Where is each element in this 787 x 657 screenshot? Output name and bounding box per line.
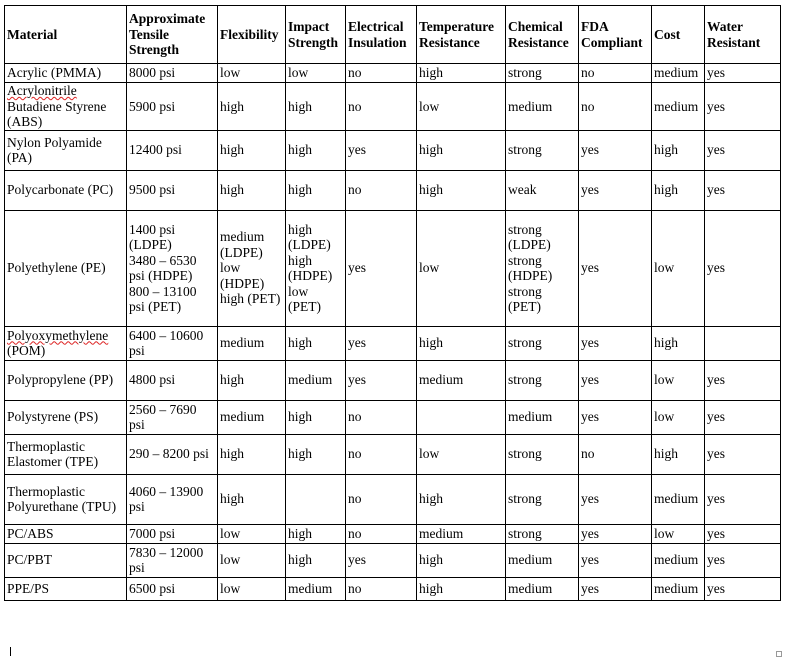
temperature-cell[interactable] [417,130,506,170]
impact-cell[interactable] [286,577,346,600]
table-row [5,474,781,524]
tensile-cell[interactable] [127,577,218,600]
water-cell[interactable] [705,524,781,543]
cost-cell[interactable] [652,326,705,360]
flexibility-cell[interactable] [218,130,286,170]
chemical-cell[interactable] [506,170,579,210]
flexibility-cell[interactable] [218,474,286,524]
tensile-cell-text: 290 – 8200 psi [129,446,209,462]
temperature-cell[interactable] [417,400,506,434]
flexibility-cell-text: high [220,142,245,158]
chemical-cell[interactable] [506,64,579,83]
header-cell-impact[interactable]: Impact Strength [286,6,346,64]
chemical-cell-text: medium [508,580,553,596]
electrical-cell[interactable] [346,210,417,326]
flexibility-cell-text: medium (LDPE) [220,229,265,260]
cost-cell[interactable] [652,170,705,210]
electrical-cell[interactable] [346,360,417,400]
fda-cell[interactable] [579,434,652,474]
temperature-cell-text: high [419,491,444,507]
impact-cell-text: high [288,446,313,462]
impact-cell-text: high [288,182,313,198]
impact-cell[interactable] [286,434,346,474]
water-cell-text: yes [707,491,725,507]
fda-cell-text: yes [581,142,599,158]
material-cell-text: PC/ABS [7,525,54,541]
fda-cell-text: yes [581,525,599,541]
impact-cell[interactable] [286,170,346,210]
electrical-cell-text: no [348,98,362,114]
header-cell-temperature[interactable]: Temperature Resistance [417,6,506,64]
water-cell[interactable] [705,170,781,210]
material-cell-text: Nylon Polyamide (PA) [7,134,102,165]
chemical-cell-text: medium [508,98,553,114]
cost-cell[interactable] [652,524,705,543]
flexibility-cell[interactable] [218,64,286,83]
table-row [5,434,781,474]
material-cell-text: Polypropylene (PP) [7,372,114,388]
header-row [5,6,781,64]
table-row [5,64,781,83]
tensile-cell[interactable] [127,326,218,360]
cost-cell[interactable] [652,360,705,400]
chemical-cell-text: medium [508,409,553,425]
chemical-cell[interactable] [506,360,579,400]
tensile-cell-text: 12400 psi [129,142,182,158]
temperature-cell-text: low [419,446,440,462]
cost-cell-text: medium [654,580,699,596]
fda-cell-text: yes [581,491,599,507]
water-cell-text: yes [707,552,725,568]
temperature-cell-text: low [419,260,440,276]
fda-cell[interactable] [579,524,652,543]
flexibility-cell[interactable] [218,210,286,326]
temperature-cell[interactable] [417,434,506,474]
material-cell[interactable] [5,577,127,600]
chemical-cell[interactable] [506,83,579,131]
material-cell[interactable] [5,434,127,474]
temperature-cell-text: medium [419,372,464,388]
cost-cell-text: medium [654,491,699,507]
impact-cell[interactable] [286,360,346,400]
cost-cell-text: low [654,260,675,276]
chemical-cell-text: strong (LDPE) [508,221,551,252]
material-cell-text: Polystyrene (PS) [7,409,99,425]
tensile-cell-text: 6500 psi [129,580,176,596]
table-row [5,524,781,543]
electrical-cell[interactable] [346,577,417,600]
cost-cell[interactable] [652,83,705,131]
flexibility-cell[interactable] [218,83,286,131]
fda-cell[interactable] [579,543,652,577]
table-row [5,400,781,434]
water-cell[interactable] [705,130,781,170]
materials-comparison-table [4,5,781,601]
temperature-cell[interactable] [417,210,506,326]
cost-cell-text: medium [654,98,699,114]
electrical-cell[interactable] [346,170,417,210]
tensile-cell[interactable] [127,210,218,326]
tensile-cell-text: 8000 psi [129,65,176,81]
impact-cell[interactable] [286,130,346,170]
temperature-cell[interactable] [417,474,506,524]
flexibility-cell-text: high [220,446,245,462]
material-cell-text: Acrylic (PMMA) [7,65,102,81]
flexibility-cell[interactable] [218,577,286,600]
flexibility-cell-text: low [220,525,241,541]
material-cell-text: Acrylonitrile Butadiene Styrene (ABS) [7,83,107,129]
electrical-cell-text: no [348,409,362,425]
temperature-cell[interactable] [417,170,506,210]
electrical-cell[interactable] [346,400,417,434]
chemical-cell[interactable] [506,524,579,543]
material-cell[interactable] [5,170,127,210]
temperature-cell-text: high [419,142,444,158]
cost-cell[interactable] [652,543,705,577]
fda-cell-text: yes [581,260,599,276]
temperature-cell-text: high [419,182,444,198]
flexibility-cell-text: low [220,552,241,568]
water-cell-text: yes [707,65,725,81]
tensile-cell-text: 3480 – 6530 psi (HDPE) [129,252,197,283]
tensile-cell-text: 5900 psi [129,98,176,114]
tensile-cell-text: 1400 psi (LDPE) [129,221,176,252]
chemical-cell-text: strong [508,65,542,81]
temperature-cell-text: high [419,335,444,351]
impact-cell[interactable] [286,474,346,524]
electrical-cell[interactable] [346,524,417,543]
chemical-cell[interactable] [506,543,579,577]
water-cell-text: yes [707,409,725,425]
header-cell-material[interactable]: Material [5,6,127,64]
material-cell[interactable] [5,360,127,400]
tensile-cell[interactable] [127,130,218,170]
flexibility-cell-text: low [220,580,241,596]
chemical-cell-text: medium [508,552,553,568]
impact-cell[interactable] [286,543,346,577]
water-cell-text: yes [707,142,725,158]
fda-cell-text: yes [581,335,599,351]
chemical-cell[interactable] [506,400,579,434]
tensile-cell-text: 7000 psi [129,525,176,541]
material-cell-text: Thermoplastic Elastomer (TPE) [7,438,99,469]
fda-cell-text: no [581,65,595,81]
impact-cell-text: high [288,409,313,425]
flexibility-cell-text: high [220,372,245,388]
table-header [5,6,781,64]
water-cell-text: yes [707,525,725,541]
chemical-cell[interactable] [506,130,579,170]
water-cell-text: yes [707,446,725,462]
material-cell-text: Polyethylene (PE) [7,260,106,276]
material-cell-text: Polyoxymethylene (POM) [7,327,109,358]
flexibility-cell[interactable] [218,360,286,400]
electrical-cell[interactable] [346,130,417,170]
fda-cell-text: no [581,98,595,114]
fda-cell-text: yes [581,372,599,388]
flexibility-cell-text: high (PET) [220,291,281,307]
flexibility-cell-text: medium [220,409,265,425]
cost-cell-text: high [654,142,679,158]
impact-cell-text: high [288,552,313,568]
material-cell[interactable] [5,524,127,543]
water-cell[interactable] [705,360,781,400]
flexibility-cell-text: medium [220,335,265,351]
header-cell-tensile[interactable]: Approximate Tensile Strength [127,6,218,64]
electrical-cell-text: no [348,580,362,596]
electrical-cell-text: no [348,182,362,198]
table-body [5,64,781,601]
material-cell[interactable] [5,326,127,360]
electrical-cell-text: yes [348,552,366,568]
material-cell[interactable] [5,64,127,83]
cost-cell[interactable] [652,434,705,474]
electrical-cell-text: yes [348,335,366,351]
chemical-cell-text: strong [508,525,542,541]
impact-cell-text: low (PET) [288,283,321,314]
cost-cell[interactable] [652,210,705,326]
water-cell[interactable] [705,64,781,83]
water-cell[interactable] [705,434,781,474]
impact-cell[interactable] [286,400,346,434]
cost-cell-text: low [654,525,675,541]
chemical-cell-text: weak [508,182,537,198]
water-cell[interactable] [705,83,781,131]
tensile-cell-text: 9500 psi [129,182,176,198]
cost-cell[interactable] [652,130,705,170]
impact-cell[interactable] [286,64,346,83]
fda-cell[interactable] [579,170,652,210]
header-cell-chemical[interactable]: Chemical Resistance [506,6,579,64]
table-resize-handle[interactable] [776,651,782,657]
electrical-cell-text: no [348,525,362,541]
spellcheck-underline: Acrylonitrile [7,83,77,98]
cost-cell[interactable] [652,577,705,600]
material-cell[interactable] [5,543,127,577]
electrical-cell-text: yes [348,372,366,388]
chemical-cell-text: strong [508,372,542,388]
fda-cell[interactable] [579,64,652,83]
flexibility-cell-text: low (HDPE) [220,260,265,291]
fda-cell[interactable] [579,210,652,326]
electrical-cell-text: yes [348,142,366,158]
impact-cell-text: high [288,98,313,114]
material-cell-text: Thermoplastic Polyurethane (TPU) [7,483,117,514]
water-cell[interactable] [705,577,781,600]
impact-cell[interactable] [286,83,346,131]
material-cell-text: Polycarbonate (PC) [7,182,114,198]
flexibility-cell[interactable] [218,400,286,434]
table-row [5,170,781,210]
table-row [5,577,781,600]
tensile-cell[interactable] [127,474,218,524]
impact-cell-text: high (LDPE) [288,221,331,252]
header-cell-flexibility[interactable]: Flexibility [218,6,286,64]
impact-cell[interactable] [286,326,346,360]
water-cell[interactable] [705,326,781,360]
electrical-cell-text: no [348,491,362,507]
flexibility-cell-text: high [220,182,245,198]
temperature-cell-text: low [419,98,440,114]
fda-cell[interactable] [579,83,652,131]
temperature-cell[interactable] [417,360,506,400]
flexibility-cell[interactable] [218,543,286,577]
tensile-cell-text: 6400 – 10600 psi [129,327,204,358]
tensile-cell[interactable] [127,83,218,131]
cost-cell-text: medium [654,552,699,568]
temperature-cell[interactable] [417,543,506,577]
fda-cell-text: no [581,446,595,462]
fda-cell-text: yes [581,409,599,425]
electrical-cell-text: no [348,65,362,81]
chemical-cell[interactable] [506,326,579,360]
header-cell-electrical[interactable]: Electrical Insulation [346,6,417,64]
chemical-cell[interactable] [506,577,579,600]
cost-cell[interactable] [652,474,705,524]
page-boundary-marker [10,647,11,656]
fda-cell[interactable] [579,130,652,170]
table-row [5,210,781,326]
tensile-cell-text: 7830 – 12000 psi [129,544,204,575]
temperature-cell-text: medium [419,525,464,541]
electrical-cell[interactable] [346,543,417,577]
tensile-cell[interactable] [127,400,218,434]
water-cell-text: yes [707,182,725,198]
chemical-cell-text: strong (PET) [508,283,542,314]
chemical-cell-text: strong [508,335,542,351]
tensile-cell[interactable] [127,543,218,577]
water-cell-text: yes [707,98,725,114]
flexibility-cell[interactable] [218,434,286,474]
water-cell-text: yes [707,580,725,596]
material-cell-text: PPE/PS [7,580,50,596]
table-row [5,83,781,131]
tensile-cell-text: 2560 – 7690 psi [129,401,197,432]
flexibility-cell[interactable] [218,524,286,543]
temperature-cell[interactable] [417,83,506,131]
water-cell[interactable] [705,543,781,577]
material-cell-text: PC/PBT [7,552,53,568]
chemical-cell[interactable] [506,434,579,474]
impact-cell-text: high [288,335,313,351]
impact-cell-text: medium [288,580,333,596]
flexibility-cell-text: high [220,98,245,114]
table-row [5,543,781,577]
table-row [5,326,781,360]
tensile-cell-text: 800 – 13100 psi (PET) [129,283,197,314]
temperature-cell[interactable] [417,326,506,360]
impact-cell-text: high [288,142,313,158]
chemical-cell-text: strong (HDPE) [508,252,553,283]
cost-cell[interactable] [652,64,705,83]
chemical-cell[interactable] [506,210,579,326]
flexibility-cell[interactable] [218,170,286,210]
electrical-cell[interactable] [346,326,417,360]
fda-cell[interactable] [579,326,652,360]
cost-cell-text: low [654,409,675,425]
fda-cell-text: yes [581,580,599,596]
material-cell[interactable] [5,210,127,326]
material-cell[interactable] [5,474,127,524]
chemical-cell[interactable] [506,474,579,524]
material-cell[interactable] [5,83,127,131]
impact-cell-text: medium [288,372,333,388]
chemical-cell-text: strong [508,491,542,507]
tensile-cell-text: 4800 psi [129,372,176,388]
tensile-cell[interactable] [127,524,218,543]
impact-cell-text: high (HDPE) [288,252,333,283]
fda-cell[interactable] [579,474,652,524]
fda-cell[interactable] [579,400,652,434]
document-page [4,5,780,601]
cost-cell-text: high [654,446,679,462]
tensile-cell[interactable] [127,170,218,210]
temperature-cell-text: high [419,580,444,596]
fda-cell-text: yes [581,182,599,198]
electrical-cell[interactable] [346,434,417,474]
water-cell-text: yes [707,260,725,276]
chemical-cell-text: strong [508,446,542,462]
electrical-cell[interactable] [346,64,417,83]
header-cell-fda[interactable]: FDA Compliant [579,6,652,64]
water-cell-text: yes [707,372,725,388]
temperature-cell-text: high [419,552,444,568]
fda-cell-text: yes [581,552,599,568]
cost-cell-text: medium [654,65,699,81]
impact-cell-text: high [288,525,313,541]
tensile-cell-text: 4060 – 13900 psi [129,483,204,514]
chemical-cell-text: strong [508,142,542,158]
table-row [5,130,781,170]
cost-cell-text: high [654,182,679,198]
electrical-cell[interactable] [346,83,417,131]
material-cell[interactable] [5,400,127,434]
water-cell[interactable] [705,400,781,434]
impact-cell-text: low [288,65,309,81]
electrical-cell-text: yes [348,260,366,276]
tensile-cell[interactable] [127,360,218,400]
header-cell-cost[interactable]: Cost [652,6,705,64]
table-row [5,360,781,400]
tensile-cell[interactable] [127,64,218,83]
electrical-cell[interactable] [346,474,417,524]
flexibility-cell-text: high [220,491,245,507]
impact-cell[interactable] [286,210,346,326]
temperature-cell[interactable] [417,577,506,600]
cost-cell[interactable] [652,400,705,434]
spellcheck-underline: Polyoxymethylene [7,327,109,343]
tensile-cell[interactable] [127,434,218,474]
temperature-cell-text: high [419,65,444,81]
water-cell[interactable] [705,210,781,326]
flexibility-cell[interactable] [218,326,286,360]
temperature-cell[interactable] [417,524,506,543]
temperature-cell[interactable] [417,64,506,83]
header-cell-water[interactable]: Water Resistant [705,6,781,64]
electrical-cell-text: no [348,446,362,462]
impact-cell[interactable] [286,524,346,543]
fda-cell[interactable] [579,577,652,600]
cost-cell-text: high [654,335,679,351]
material-cell[interactable] [5,130,127,170]
water-cell[interactable] [705,474,781,524]
flexibility-cell-text: low [220,65,241,81]
fda-cell[interactable] [579,360,652,400]
cost-cell-text: low [654,372,675,388]
